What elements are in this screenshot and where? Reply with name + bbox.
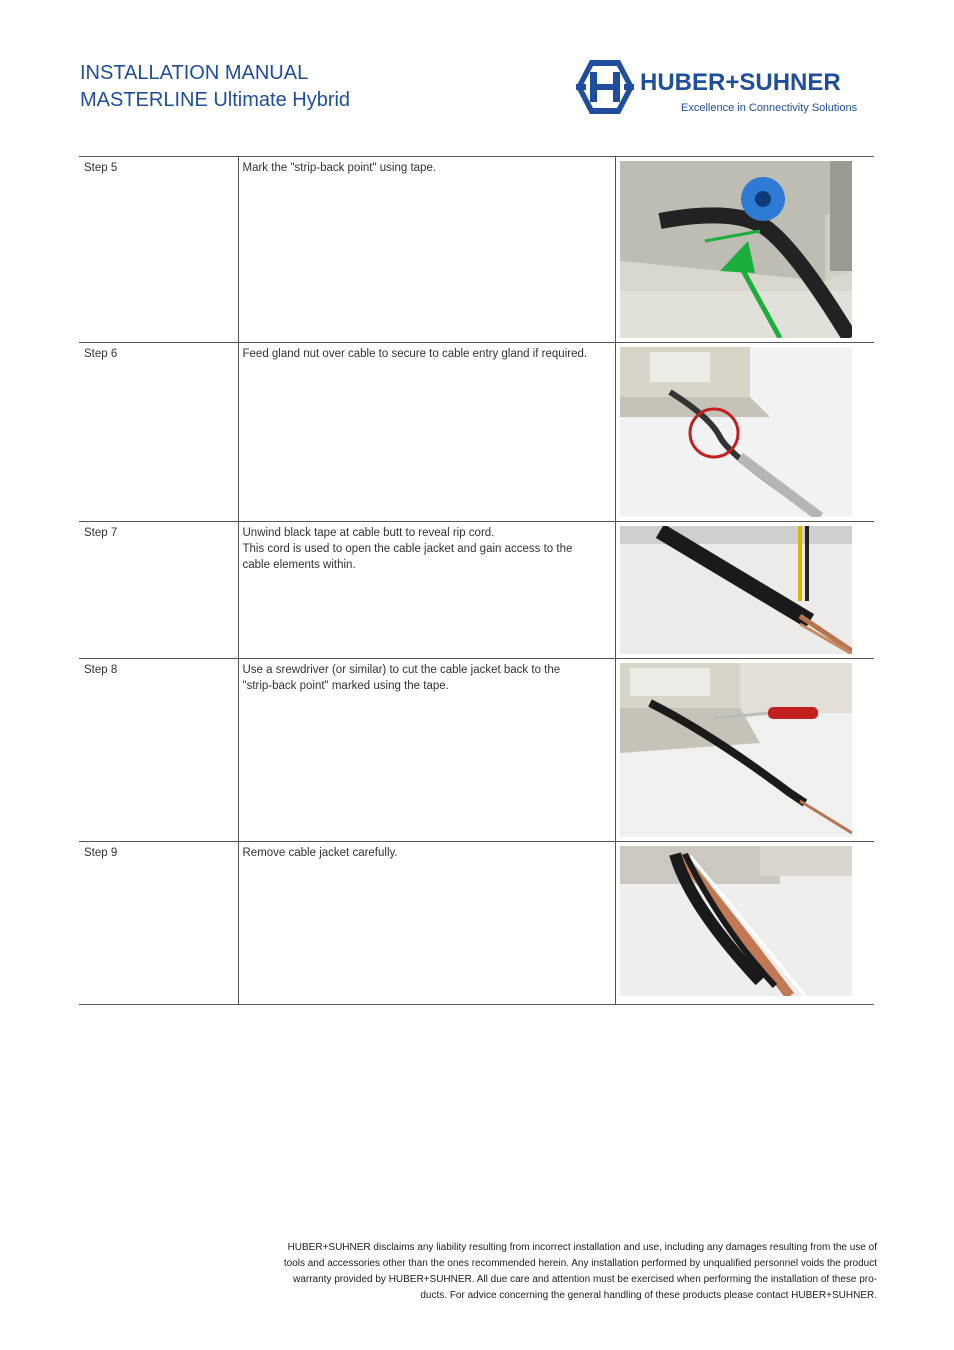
- logo-wordmark: HUBER+SUHNER: [640, 69, 841, 96]
- jacket-removal-photo: [620, 846, 852, 996]
- step-image-cell: [615, 522, 874, 659]
- disclaimer-text: [180, 1240, 877, 1304]
- description-line: cable elements within.: [242, 559, 356, 571]
- rip-cord-photo: [620, 526, 852, 654]
- description-line: Feed gland nut over cable to secure to cable entry gland if required.: [242, 348, 588, 360]
- step-description: [238, 659, 615, 842]
- table-row: [79, 343, 874, 522]
- description-line: "strip-back point" marked using the tape.: [242, 680, 449, 692]
- step-image-cell: [615, 157, 874, 343]
- step-image-cell: [615, 343, 874, 522]
- hs-emblem-icon: [574, 58, 636, 116]
- step-description: [238, 522, 615, 659]
- title-line-1: INSTALLATION MANUAL: [80, 62, 309, 84]
- step-label: Step 8: [79, 659, 238, 842]
- document-title: [80, 60, 350, 114]
- table-row: [79, 842, 874, 1005]
- screwdriver-cut-photo: [620, 663, 852, 837]
- disclaimer-line: HUBER+SUHNER disclaims any liability resulting from incorrect installation and use, including any damages resulting from the use of: [287, 1242, 877, 1253]
- step-label: Step 7: [79, 522, 238, 659]
- disclaimer-line: warranty provided by HUBER+SUHNER. All due care and attention must be exercised when performing the installation of these pro-: [293, 1274, 877, 1285]
- description-line: Mark the "strip-back point" using tape.: [242, 162, 437, 174]
- description-line: Remove cable jacket carefully.: [242, 847, 398, 859]
- step-description: [238, 842, 615, 1005]
- table-row: [79, 522, 874, 659]
- step-description: [238, 343, 615, 522]
- steps-table: [79, 156, 874, 1005]
- disclaimer-line: tools and accessories other than the ones recommended herein. Any installation performed by unqualified personnel voids the product: [283, 1258, 877, 1269]
- table-row: [79, 157, 874, 343]
- logo-tagline: Excellence in Connectivity Solutions: [681, 102, 858, 114]
- step-image-cell: [615, 659, 874, 842]
- title-line-2: MASTERLINE Ultimate Hybrid: [80, 89, 351, 111]
- description-line: Unwind black tape at cable butt to reveal rip cord.: [242, 527, 495, 539]
- step-label: Step 6: [79, 343, 238, 522]
- step-image-cell: [615, 842, 874, 1005]
- step-label: Step 9: [79, 842, 238, 1005]
- gland-nut-photo: [620, 347, 852, 517]
- step-description: [238, 157, 615, 343]
- disclaimer-line: ducts. For advice concerning the general handling of these products please contact HUBER+SUHNER.: [420, 1290, 877, 1301]
- step-label: Step 5: [79, 157, 238, 343]
- table-row: [79, 659, 874, 842]
- description-line: Use a srewdriver (or similar) to cut the cable jacket back to the: [242, 664, 561, 676]
- cable-tape-marking-photo: [620, 161, 852, 338]
- description-line: This cord is used to open the cable jacket and gain access to the: [242, 543, 573, 555]
- huber-suhner-logo: [574, 56, 874, 118]
